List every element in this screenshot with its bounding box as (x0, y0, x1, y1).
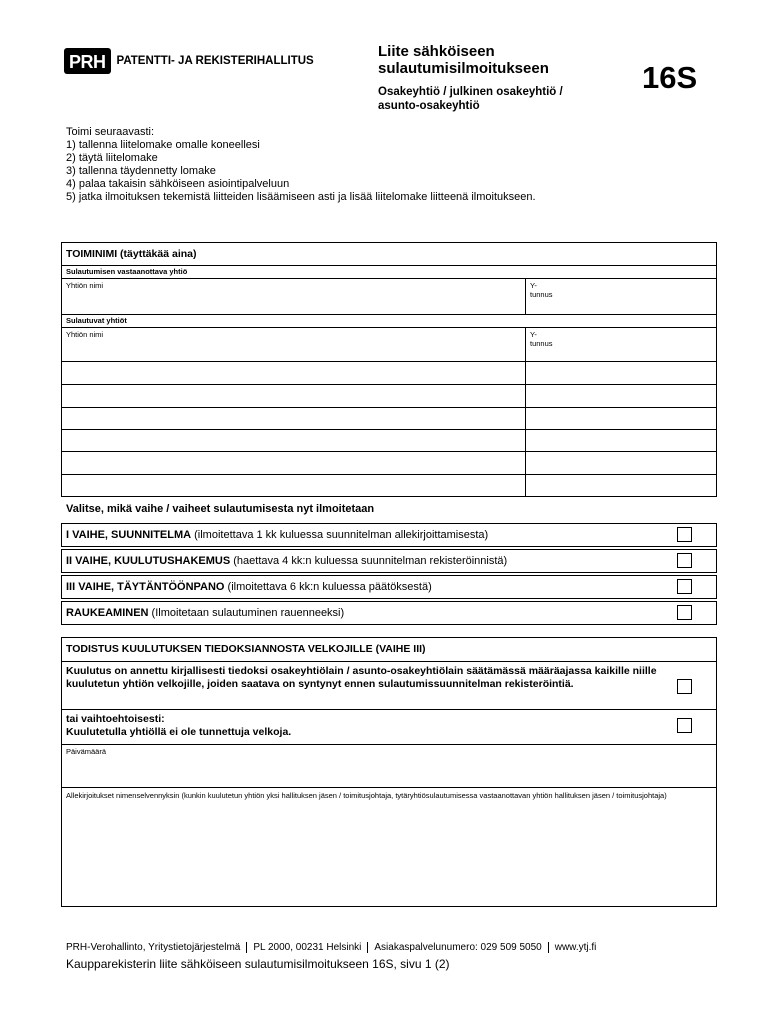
form-title-block (378, 43, 563, 113)
phase-3-description: (ilmoitettava 6 kk:n kuluessa päätöksestä) (224, 581, 432, 593)
certificate-header: TODISTUS KUULUTUKSEN TIEDOKSIANNOSTA VELKOJILLE (VAIHE III) (66, 643, 426, 655)
certificate-option-2-line1: tai vaihtoehtoisesti: (66, 713, 165, 725)
phase-selection-title: Valitse, mikä vaihe / vaiheet sulautumisesta nyt ilmoitetaan (66, 503, 375, 515)
merging-company-row[interactable] (62, 328, 716, 362)
instructions-intro: Toimi seuraavasti: (66, 126, 155, 138)
form-subtitle-line2: asunto-osakeyhtiö (378, 100, 480, 112)
instruction-step: 1) tallenna liitelomake omalle koneellesi (66, 139, 260, 151)
form-subtitle-line1: Osakeyhtiö / julkinen osakeyhtiö / (378, 86, 563, 98)
certificate-option-1-checkbox[interactable] (677, 679, 692, 694)
signatures-row[interactable] (62, 788, 716, 906)
merging-company-row[interactable] (62, 452, 716, 475)
phase-2-checkbox[interactable] (677, 553, 692, 568)
phase-2-description: (haettava 4 kk:n kuluessa suunnitelman rekisteröinnistä) (230, 555, 508, 567)
date-label: Päivämäärä (66, 747, 107, 756)
merging-business-id-cell[interactable] (525, 452, 526, 474)
phase-1-name: I VAIHE, SUUNNITELMA (66, 529, 192, 541)
footer-separator (246, 942, 247, 953)
receiving-company-row[interactable] (62, 279, 716, 315)
toiminimi-header: TOIMINIMI (täyttäkää aina) (66, 248, 197, 260)
footer-org: PRH-Verohallinto, Yritystietojärjestelmä (66, 942, 241, 953)
footer (66, 942, 596, 953)
phase-option-3 (61, 575, 717, 599)
merging-company-row[interactable] (62, 385, 716, 408)
instruction-step: 2) täytä liitelomake (66, 152, 158, 164)
instructions (66, 126, 536, 204)
phase-3-checkbox[interactable] (677, 579, 692, 594)
instruction-step: 4) palaa takaisin sähköiseen asiointipalveluun (66, 178, 290, 190)
phase-2-name: II VAIHE, KUULUTUSHAKEMUS (66, 555, 231, 567)
certificate-table (61, 637, 717, 907)
signatures-label: Allekirjoitukset nimenselvennyksin (kunkin kuulutetun yhtiön yksi hallituksen jäsen / toimitusjohtaja, tytäryhtiösulautumisessa vastaanottavan yhtiön hallituksen jäsen / toimitusjohtaja) (66, 791, 667, 800)
footer-separator (367, 942, 368, 953)
certificate-option-2-line2: Kuulutetulla yhtiöllä ei ole tunnettuja velkoja. (66, 726, 292, 738)
merging-companies-label: Sulautuvat yhtiöt (66, 316, 127, 325)
company-name-table (61, 242, 717, 497)
phase-option-2 (61, 549, 717, 573)
certificate-header-row (62, 638, 716, 662)
footer-phone: Asiakaspalvelunumero: 029 509 5050 (374, 942, 542, 953)
merging-company-row[interactable] (62, 475, 716, 497)
merging-company-name-label: Yhtiön nimi (66, 330, 104, 339)
merging-business-id-label: Y-tunnus (530, 330, 553, 348)
merging-company-row[interactable] (62, 430, 716, 452)
cancel-checkbox[interactable] (677, 605, 692, 620)
page-footer-line: Kaupparekisterin liite sähköiseen sulautumisilmoitukseen 16S, sivu 1 (2) (66, 957, 450, 971)
merging-companies-label-row (62, 315, 716, 328)
company-name-label: Yhtiön nimi (66, 281, 104, 290)
merging-business-id-cell[interactable] (525, 475, 526, 497)
certificate-option-1-text: Kuulutus on annettu kirjallisesti tiedoksi osakeyhtiölain / asunto-osakeyhtiölain säätämässä määräajassa kaikille niille kuulutetun yhtiön velkojille, joiden saatava on syntynyt ennen sulautumissuunnitelman rekisteröintiä. (66, 665, 657, 690)
phase-option-cancel (61, 601, 717, 625)
merging-business-id-cell[interactable] (525, 430, 526, 451)
merging-business-id-cell[interactable] (525, 385, 526, 407)
merging-business-id-cell[interactable] (525, 328, 553, 361)
prh-logo (64, 48, 314, 74)
certificate-option-1-row (62, 662, 716, 710)
phase-1-checkbox[interactable] (677, 527, 692, 542)
form-title-line2: sulautumisilmoitukseen (378, 60, 549, 77)
phase-3-name: III VAIHE, TÄYTÄNTÖÖNPANO (66, 581, 225, 593)
cancel-description: (Ilmoitetaan sulautuminen rauenneeksi) (148, 607, 345, 619)
phase-1-description: (ilmoitettava 1 kk kuluessa suunnitelman allekirjoittamisesta) (191, 529, 489, 541)
merging-company-row[interactable] (62, 408, 716, 430)
form-code: 16S (642, 60, 698, 95)
footer-address: PL 2000, 00231 Helsinki (253, 942, 362, 953)
prh-logo-mark: PRH (64, 48, 111, 74)
certificate-option-2-row (62, 710, 716, 745)
phase-option-1 (61, 523, 717, 547)
merging-company-row[interactable] (62, 362, 716, 385)
instruction-step: 3) tallenna täydennetty lomake (66, 165, 216, 177)
footer-separator (548, 942, 549, 953)
merging-business-id-cell[interactable] (525, 408, 526, 429)
form-title-line1: Liite sähköiseen (378, 43, 495, 60)
cancel-name: RAUKEAMINEN (66, 607, 149, 619)
merging-business-id-cell[interactable] (525, 362, 526, 384)
receiving-company-label: Sulautumisen vastaanottava yhtiö (66, 267, 188, 276)
prh-logo-text: PATENTTI- JA REKISTERIHALLITUS (116, 54, 314, 68)
receiving-company-label-row (62, 266, 716, 279)
certificate-option-2-checkbox[interactable] (677, 718, 692, 733)
date-row[interactable] (62, 745, 716, 788)
instruction-step: 5) jatka ilmoituksen tekemistä liitteiden lisäämiseen asti ja lisää liitelomake liitteenä ilmoitukseen. (66, 191, 536, 203)
footer-web-link[interactable]: www.ytj.fi (554, 942, 597, 953)
toiminimi-header-row (62, 243, 716, 266)
business-id-label: Y-tunnus (530, 281, 553, 299)
business-id-cell[interactable] (525, 279, 553, 314)
